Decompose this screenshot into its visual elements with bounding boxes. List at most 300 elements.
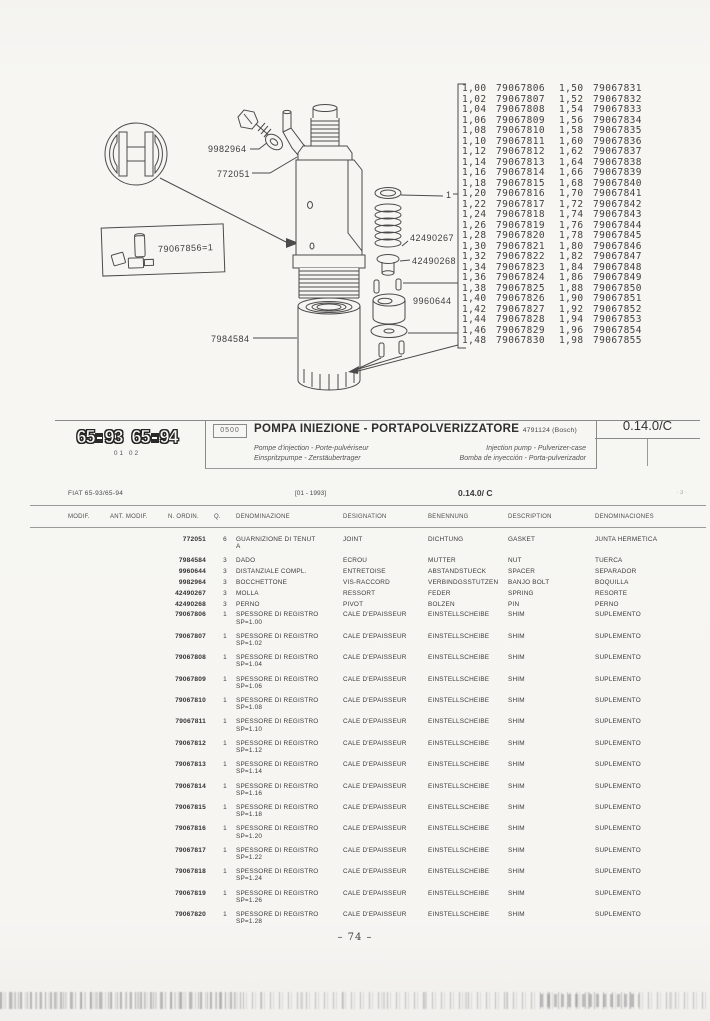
cell-q: 3 — [223, 589, 227, 597]
cell-desc: SPACER — [508, 568, 536, 576]
cell-desc: SHIM — [508, 611, 525, 619]
shim-list-line: 1,34 79067823 — [462, 261, 545, 273]
cell-denom: SUPLEMENTO — [595, 611, 641, 619]
cell-denom: SUPLEMENTO — [595, 825, 641, 833]
cell-des: CALE D'EPAISSEUR — [343, 697, 407, 705]
model-logo-note: 01 02 — [113, 450, 141, 457]
shim-list-line: 1,92 79067852 — [558, 303, 642, 315]
cell-den: SPESSORE DI REGISTRO SP=1.02 — [236, 632, 319, 647]
shim-list-line: 1,14 79067813 — [462, 156, 545, 168]
shim-list-line: 1,04 79067808 — [462, 104, 545, 116]
callout-shim-ref: 1 — [446, 190, 452, 200]
cell-denom: BOQUILLA — [595, 579, 629, 586]
cell-modif — [68, 579, 110, 586]
cell-des: CALE D'EPAISSEUR — [343, 761, 407, 769]
cell-ant — [110, 911, 168, 925]
shim-list-line: 1,72 79067842 — [558, 198, 642, 210]
cell-des: ENTRETOISE — [343, 568, 386, 576]
table-row — [30, 654, 706, 668]
callout-spring: 42490267 — [410, 233, 455, 243]
cell-denom: SUPLEMENTO — [595, 804, 641, 812]
cell-ant — [110, 557, 168, 564]
cell-desc: PIN — [508, 600, 520, 608]
cell-ben: BOLZEN — [428, 600, 455, 608]
cell-ben: EINSTELLSCHEIBE — [428, 825, 490, 833]
cell-des: CALE D'EPAISSEUR — [343, 846, 407, 854]
cell-modif — [68, 804, 110, 818]
model-logos — [57, 427, 197, 457]
cell-des: ECROU — [343, 557, 368, 565]
cell-q: 3 — [223, 600, 227, 608]
shim-list-line: 1,78 79067845 — [558, 230, 642, 242]
callout-nozzle-nut: 7984584 — [211, 334, 250, 344]
subtitle-de: Einspritzpumpe - Zerstäubertrager — [254, 455, 361, 462]
cell-modif — [68, 783, 110, 797]
table-row — [30, 557, 706, 564]
callout-spacer: 9960644 — [413, 296, 452, 306]
model-logo-65-94: 65 94 — [131, 427, 178, 447]
cell-ant — [110, 761, 168, 775]
shim-part-list — [462, 84, 642, 347]
cell-n: 79067806 — [175, 611, 206, 619]
cell-desc: SHIM — [508, 761, 525, 769]
cell-n: 79067811 — [175, 718, 206, 726]
cell-modif — [68, 697, 110, 711]
title-suffix: 4791124 (Bosch) — [522, 427, 577, 434]
cell-ant — [110, 697, 168, 711]
shim-list-line: 1,18 79067815 — [462, 177, 545, 189]
table-row — [30, 804, 706, 818]
cell-ben: EINSTELLSCHEIBE — [428, 911, 490, 919]
insert-kit-box — [101, 224, 225, 276]
shim-list-column — [462, 84, 545, 347]
cell-ben: EINSTELLSCHEIBE — [428, 846, 490, 854]
meta-page-marker: · 3 · — [676, 490, 687, 496]
cell-modif — [68, 740, 110, 754]
cell-den: DADO — [236, 557, 256, 565]
cell-n: 79067812 — [175, 739, 206, 747]
table-row — [30, 783, 706, 797]
callout-insert-kit: 79067856=1 — [157, 242, 214, 255]
shim-list-line: 1,64 79067838 — [558, 156, 642, 168]
cell-q: 1 — [223, 632, 227, 640]
table-row — [30, 601, 706, 608]
shim-list-line: 1,36 79067824 — [462, 272, 545, 284]
cell-ant — [110, 601, 168, 608]
cell-den: SPESSORE DI REGISTRO SP=1.20 — [236, 825, 319, 840]
shim-list-line: 1,98 79067855 — [558, 335, 642, 347]
cell-n: 79067807 — [175, 632, 206, 640]
cell-ant — [110, 676, 168, 690]
title-box — [205, 420, 597, 469]
subtitle-es: Bomba de inyección - Porta-pulverizador — [459, 455, 586, 462]
cell-modif — [68, 847, 110, 861]
cell-den: SPESSORE DI REGISTRO SP=1.24 — [236, 868, 319, 883]
shim-list-column — [559, 84, 642, 347]
cell-des: CALE D'EPAISSEUR — [343, 804, 407, 812]
cell-ant — [110, 740, 168, 754]
page-number: – 74 – — [337, 932, 373, 943]
cell-denom: SUPLEMENTO — [595, 697, 641, 705]
cell-den: DISTANZIALE COMPL. — [236, 568, 307, 576]
cell-denom: SUPLEMENTO — [595, 739, 641, 747]
shim-list-line: 1,56 79067834 — [558, 114, 642, 126]
cell-desc: NUT — [508, 557, 522, 565]
cell-des: CALE D'EPAISSEUR — [343, 889, 407, 897]
table-row — [30, 740, 706, 754]
cell-ant — [110, 847, 168, 861]
cell-denom: JUNTA HERMETICA — [595, 536, 658, 543]
column-header: DENOMINACIONES — [595, 514, 654, 520]
column-header: ANT. MODIF. — [110, 514, 148, 520]
cell-denom: SUPLEMENTO — [595, 868, 641, 876]
cell-denom: SUPLEMENTO — [595, 718, 641, 726]
cell-q: 1 — [223, 675, 227, 683]
cell-n: 79067813 — [175, 761, 206, 769]
cell-den: BOCCHETTONE — [236, 579, 288, 586]
cell-modif — [68, 557, 110, 564]
shim-list-line: 1,32 79067822 — [462, 251, 545, 263]
column-header: DESIGNATION — [343, 514, 387, 520]
nozzle-nut — [298, 298, 360, 390]
shim-list-line: 1,88 79067850 — [558, 282, 642, 294]
cell-ant — [110, 633, 168, 647]
cell-q: 1 — [223, 782, 227, 790]
table-top-rule — [30, 505, 706, 506]
cell-ben: EINSTELLSCHEIBE — [428, 868, 490, 876]
cell-q: 3 — [223, 579, 227, 586]
cell-modif — [68, 611, 110, 625]
cell-ben: ABSTANDSTUECK — [428, 568, 487, 576]
cell-desc: SHIM — [508, 846, 525, 854]
cell-denom: TUERCA — [595, 557, 623, 565]
cell-desc: SHIM — [508, 868, 525, 876]
cell-n: 9982964 — [178, 579, 206, 586]
cell-modif — [68, 536, 110, 550]
shim-list-line: 1,94 79067853 — [558, 314, 642, 326]
title-text: POMPA INIEZIONE - PORTAPOLVERIZZATORE — [254, 423, 520, 435]
cell-modif — [68, 761, 110, 775]
shim-list-line: 1,66 79067839 — [558, 167, 642, 179]
shim-list-line: 1,50 79067831 — [558, 83, 642, 94]
cell-ben: EINSTELLSCHEIBE — [428, 889, 490, 897]
cell-ben: EINSTELLSCHEIBE — [428, 761, 490, 769]
cell-den: SPESSORE DI REGISTRO SP=1.10 — [236, 718, 319, 733]
shim-list-line: 1,90 79067851 — [558, 293, 642, 305]
header-band — [55, 415, 700, 471]
cell-ben: EINSTELLSCHEIBE — [428, 632, 490, 640]
cell-desc: GASKET — [508, 536, 536, 543]
cell-ben: EINSTELLSCHEIBE — [428, 782, 490, 790]
cell-q: 1 — [223, 761, 227, 769]
cell-q: 1 — [223, 611, 227, 619]
meta-section-code: 0.14.0/ C — [458, 488, 493, 498]
table-row — [30, 568, 706, 575]
cell-denom: SUPLEMENTO — [595, 632, 641, 640]
cell-q: 1 — [223, 718, 227, 726]
table-row — [30, 761, 706, 775]
cell-q: 3 — [223, 557, 227, 565]
cell-desc: SPRING — [508, 589, 534, 597]
logo-separator — [95, 433, 103, 443]
cell-den: SPESSORE DI REGISTRO SP=1.00 — [236, 611, 319, 626]
shim-list-line: 1,54 79067833 — [558, 104, 642, 116]
cell-desc: SHIM — [508, 718, 525, 726]
cell-modif — [68, 676, 110, 690]
cell-ben: MUTTER — [428, 557, 456, 565]
shim-list-line: 1,62 79067837 — [558, 146, 642, 158]
cell-q: 6 — [223, 536, 227, 543]
cell-q: 1 — [223, 697, 227, 705]
cell-q: 1 — [223, 911, 227, 919]
cell-n: 79067808 — [175, 654, 206, 662]
column-header: BENENNUNG — [428, 514, 469, 520]
cell-ant — [110, 568, 168, 575]
cell-desc: SHIM — [508, 889, 525, 897]
shim-list-line: 1,86 79067849 — [558, 272, 642, 284]
cell-q: 1 — [223, 654, 227, 662]
cell-des: VIS-RACCORD — [343, 579, 390, 586]
cell-den: MOLLA — [236, 589, 259, 597]
cell-n: 79067819 — [175, 889, 206, 897]
subtitles — [254, 444, 586, 464]
shim-list-line: 1,02 79067807 — [462, 93, 545, 105]
cell-ben: EINSTELLSCHEIBE — [428, 654, 490, 662]
cell-des: CALE D'EPAISSEUR — [343, 718, 407, 726]
code-chip: 0500 — [213, 424, 247, 438]
cell-n: 79067817 — [175, 846, 206, 854]
cell-denom: SEPARADOR — [595, 568, 637, 576]
cell-des: CALE D'EPAISSEUR — [343, 739, 407, 747]
cell-ant — [110, 868, 168, 882]
cell-ben: EINSTELLSCHEIBE — [428, 611, 490, 619]
cell-den: SPESSORE DI REGISTRO SP=1.16 — [236, 782, 319, 797]
cell-n: 7984584 — [178, 557, 206, 565]
section-code: 0.14.0/C — [595, 418, 700, 439]
table-row — [30, 890, 706, 904]
cell-desc: SHIM — [508, 632, 525, 640]
cell-des: CALE D'EPAISSEUR — [343, 868, 407, 876]
shim-list-line: 1,70 79067841 — [558, 188, 642, 200]
cell-des: CALE D'EPAISSEUR — [343, 611, 407, 619]
cell-ant — [110, 536, 168, 550]
table-header-row — [30, 514, 706, 520]
meta-row — [30, 487, 705, 501]
cell-denom: SUPLEMENTO — [595, 654, 641, 662]
cell-n: 79067809 — [175, 675, 206, 683]
bosch-logo — [105, 123, 167, 185]
cell-des: CALE D'EPAISSEUR — [343, 632, 407, 640]
cell-des: CALE D'EPAISSEUR — [343, 911, 407, 919]
shim-list-line: 1,46 79067829 — [462, 324, 545, 336]
shim-list-line: 1,58 79067835 — [558, 125, 642, 137]
cell-n: 79067816 — [175, 825, 206, 833]
column-header: N. ORDIN. — [168, 514, 199, 520]
cell-den: SPESSORE DI REGISTRO SP=1.22 — [236, 846, 319, 862]
cell-modif — [68, 590, 110, 597]
cell-denom: SUPLEMENTO — [595, 782, 641, 790]
cell-des: RESSORT — [343, 589, 376, 597]
column-header: DENOMINAZIONE — [236, 514, 290, 520]
cell-ant — [110, 590, 168, 597]
cell-modif — [68, 568, 110, 575]
cell-q: 1 — [223, 825, 227, 833]
cell-ben: EINSTELLSCHEIBE — [428, 718, 490, 726]
shim-list-line: 1,22 79067817 — [462, 198, 545, 210]
cell-q: 1 — [223, 739, 227, 747]
meta-model: FIAT 65-93/65-94 — [68, 490, 124, 497]
table-header-rule — [30, 527, 706, 528]
callout-pin: 42490268 — [412, 256, 457, 266]
column-header: MODIF. — [68, 514, 90, 520]
cell-ben: FEDER — [428, 589, 451, 597]
cell-denom: PERNO — [595, 600, 619, 608]
callout-banjo-bolt: 9982964 — [208, 144, 247, 154]
shim-list-line: 1,42 79067827 — [462, 303, 545, 315]
shim-list-line: 1,08 79067810 — [462, 125, 545, 137]
cell-des: CALE D'EPAISSEUR — [343, 654, 407, 662]
table-row — [30, 868, 706, 882]
cell-q: 1 — [223, 868, 227, 876]
cell-den: SPESSORE DI REGISTRO SP=1.12 — [236, 739, 319, 755]
cell-q: 1 — [223, 804, 227, 812]
column-header: Q. — [214, 514, 221, 520]
cell-modif — [68, 601, 110, 608]
cell-desc: SHIM — [508, 739, 525, 747]
shim-list-line: 1,10 79067811 — [462, 135, 545, 147]
cell-modif — [68, 654, 110, 668]
injector-body — [293, 105, 365, 299]
cell-q: 3 — [223, 568, 227, 576]
shim-list-line: 1,00 79067806 — [462, 83, 545, 94]
cell-n: 772051 — [182, 536, 206, 543]
cell-q: 1 — [223, 889, 227, 897]
cell-desc: SHIM — [508, 825, 525, 833]
cell-ant — [110, 654, 168, 668]
table-row — [30, 825, 706, 839]
section-code-tick — [647, 439, 648, 466]
spring-valve-stack — [371, 188, 407, 358]
cell-q: 1 — [223, 846, 227, 854]
cell-denom: SUPLEMENTO — [595, 911, 641, 919]
scan-noise-strip — [0, 992, 710, 1009]
table-row — [30, 590, 706, 597]
subtitle-en: Injection pump - Pulverizer-case — [486, 445, 586, 452]
callout-washer: 772051 — [217, 169, 251, 179]
shim-list-line: 1,20 79067816 — [462, 188, 545, 200]
shim-list-line: 1,84 79067848 — [558, 261, 642, 273]
table-row — [30, 697, 706, 711]
page-title — [254, 423, 577, 435]
cell-desc: SHIM — [508, 782, 525, 790]
shim-list-line: 1,30 79067821 — [462, 240, 545, 252]
cell-n: 42490268 — [175, 600, 206, 608]
logo-separator — [151, 433, 159, 443]
shim-list-line: 1,26 79067819 — [462, 219, 545, 231]
cell-modif — [68, 911, 110, 925]
cell-den: SPESSORE DI REGISTRO SP=1.06 — [236, 675, 319, 690]
cell-ben: EINSTELLSCHEIBE — [428, 697, 490, 705]
shim-list-line: 1,52 79067832 — [558, 93, 642, 105]
shim-list-line: 1,28 79067820 — [462, 230, 545, 242]
cell-modif — [68, 633, 110, 647]
shim-list-line: 1,96 79067854 — [558, 324, 642, 336]
cell-desc: BANJO BOLT — [508, 579, 550, 586]
shim-list-line: 1,80 79067846 — [558, 240, 642, 252]
cell-desc: SHIM — [508, 675, 525, 683]
cell-n: 79067810 — [175, 697, 206, 705]
cell-desc: SHIM — [508, 911, 525, 919]
table-row — [30, 911, 706, 925]
cell-desc: SHIM — [508, 654, 525, 662]
table-body — [30, 536, 706, 925]
cell-n: 79067820 — [175, 911, 206, 919]
cell-desc: SHIM — [508, 697, 525, 705]
cell-ben: DICHTUNG — [428, 536, 464, 543]
cell-ben: EINSTELLSCHEIBE — [428, 739, 490, 747]
model-logo-65-93: 65 93 — [76, 427, 123, 447]
shim-list-line: 1,24 79067818 — [462, 209, 545, 221]
cell-ben: EINSTELLSCHEIBE — [428, 804, 490, 812]
table-row — [30, 579, 706, 586]
cell-den: SPESSORE DI REGISTRO SP=1.28 — [236, 911, 319, 926]
meta-period: [01 - 1993] — [295, 490, 327, 497]
parts-table — [30, 505, 706, 932]
table-row — [30, 536, 706, 550]
cell-desc: SHIM — [508, 804, 525, 812]
cell-den: SPESSORE DI REGISTRO SP=1.14 — [236, 761, 319, 776]
cell-ben: VERBINDGSSTUTZEN — [428, 579, 499, 586]
cell-den: SPESSORE DI REGISTRO SP=1.08 — [236, 697, 319, 712]
shim-list-line: 1,82 79067847 — [558, 251, 642, 263]
shim-list-line: 1,60 79067836 — [558, 135, 642, 147]
cell-den: GUARNIZIONE DI TENUT A — [236, 536, 316, 551]
cell-ant — [110, 825, 168, 839]
cell-n: 79067818 — [175, 868, 206, 876]
cell-n: 42490267 — [175, 589, 206, 597]
cell-denom: SUPLEMENTO — [595, 846, 641, 854]
table-row — [30, 633, 706, 647]
cell-ant — [110, 890, 168, 904]
cell-des: JOINT — [343, 536, 363, 543]
cell-denom: SUPLEMENTO — [595, 761, 641, 769]
cell-denom: RESORTE — [595, 589, 628, 597]
table-row — [30, 676, 706, 690]
shim-list-line: 1,68 79067840 — [558, 177, 642, 189]
table-row — [30, 718, 706, 732]
table-row — [30, 611, 706, 625]
cell-des: PIVOT — [343, 600, 364, 608]
cell-ant — [110, 579, 168, 586]
shim-list-line: 1,74 79067843 — [558, 209, 642, 221]
shim-list-line: 1,48 79067830 — [462, 335, 545, 347]
cell-ben: EINSTELLSCHEIBE — [428, 675, 490, 683]
cell-ant — [110, 718, 168, 732]
cell-des: CALE D'EPAISSEUR — [343, 825, 407, 833]
cell-den: SPESSORE DI REGISTRO SP=1.18 — [236, 804, 319, 819]
shim-list-line: 1,44 79067828 — [462, 314, 545, 326]
cell-den: SPESSORE DI REGISTRO SP=1.26 — [236, 889, 319, 904]
cell-denom: SUPLEMENTO — [595, 889, 641, 897]
shim-list-line: 1,40 79067826 — [462, 293, 545, 305]
subtitle-fr: Pompe d'injection - Porte-pulvériseur — [254, 445, 369, 452]
cell-modif — [68, 825, 110, 839]
cell-modif — [68, 868, 110, 882]
shim-list-line: 1,38 79067825 — [462, 282, 545, 294]
cell-ant — [110, 804, 168, 818]
cell-n: 9960644 — [178, 568, 206, 576]
shim-list-line: 1,76 79067844 — [558, 219, 642, 231]
